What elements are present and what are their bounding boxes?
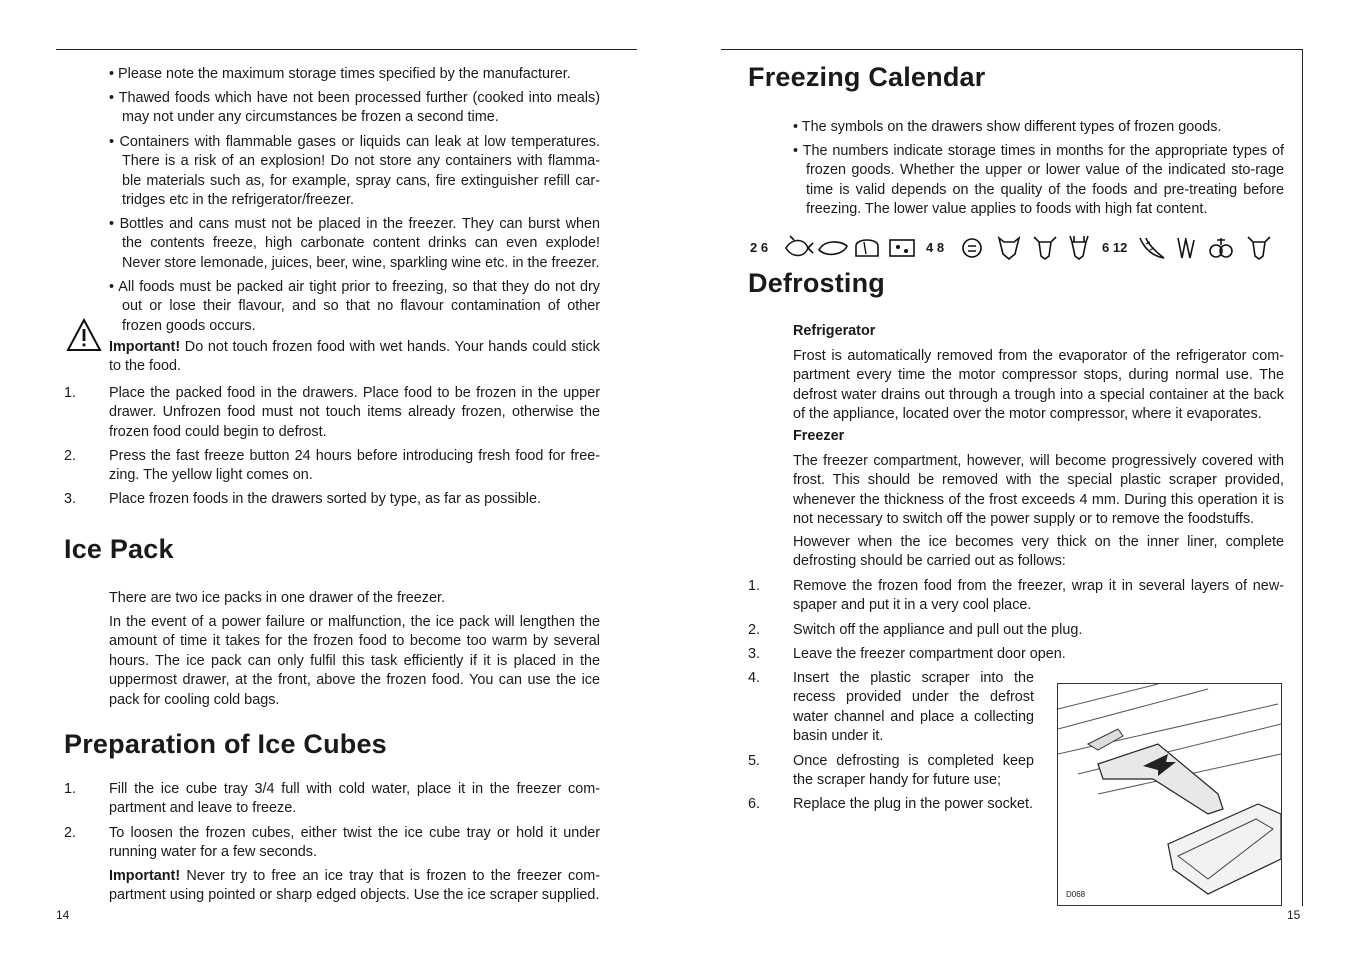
page-number-left: 14 bbox=[56, 908, 70, 922]
step-number: 2. bbox=[64, 448, 77, 464]
beef-icon bbox=[1246, 234, 1272, 262]
step-text: To loosen the frozen cubes, either twist the ice cube tray or hold it under running water for a few seconds. bbox=[109, 825, 600, 861]
bullet-flammable-containers: • Containers with flammable gases or liquids can leak at low temperatures. There is a risk of an explosion! Do not store any containers with flamma-ble materials such as, for example, spray cans, fire extinguisher refill car-tridges etc in the refrigerator/freezer. bbox=[109, 134, 600, 209]
freezing-calendar-heading: Freezing Calendar bbox=[748, 62, 986, 92]
step-text: Once defrosting is completed keep the scraper handy for future use; bbox=[793, 753, 1034, 789]
step-number: 3. bbox=[64, 491, 77, 507]
ice-pack-p2: In the event of a power failure or malfunction, the ice pack will lengthen the amount of time it takes for the frozen food to become too warm by several hours. The ice pack can only fulfil this task efficiently if it is placed in the uppermost drawer, at the front, above the frozen food. You can use the ice pack for cooling cold bags. bbox=[109, 614, 600, 708]
bullet-thawed-foods: • Thawed foods which have not been processed further (cooked into meals) may not under any circumstances be frozen a second time. bbox=[109, 90, 600, 126]
refrigerator-text: Frost is automatically removed from the evaporator of the refrigerator com-partment every time the motor compressor stops, during normal use. The defrost water drains out through a trough into a special container at the back of the appliance, located over the motor compressor, where it evaporates. bbox=[793, 348, 1284, 423]
step-text: Leave the freezer compartment door open. bbox=[793, 646, 1066, 662]
fish-icon bbox=[782, 234, 814, 262]
step-text: Press the fast freeze button 24 hours before introducing fresh food for free-zing. The yellow light comes on. bbox=[109, 448, 600, 484]
right-page-side-rule bbox=[1302, 49, 1303, 906]
freezer-heading: Freezer bbox=[793, 428, 845, 444]
step-number: 3. bbox=[748, 646, 761, 662]
important-label: Important! bbox=[109, 868, 181, 884]
warning-label: Important! bbox=[109, 339, 181, 355]
scraper-drawing bbox=[1058, 684, 1281, 905]
right-page-top-rule bbox=[721, 49, 1303, 50]
months-2-6: 2 6 bbox=[750, 240, 769, 255]
ice-pack-heading: Ice Pack bbox=[64, 534, 174, 564]
fruit-icon bbox=[1206, 234, 1236, 262]
figure-label: D068 bbox=[1066, 890, 1086, 899]
warning-body: Do not touch frozen food with wet hands. Your hands could stick to the food. bbox=[109, 339, 600, 375]
step-text: Remove the frozen food from the freezer, wrap it in several layers of new-spaper and put it in a very cool place. bbox=[793, 578, 1284, 614]
step-number: 2. bbox=[64, 825, 77, 841]
cake-icon bbox=[886, 234, 918, 262]
important-body: Never try to free an ice tray that is frozen to the freezer com-partment using pointed or sharp edged objects. Use the ice scraper supplied. bbox=[109, 868, 600, 904]
freezer-p2: However when the ice becomes very thick on the inner liner, complete defrosting should be carried out as follows: bbox=[793, 534, 1284, 570]
defrosting-heading: Defrosting bbox=[748, 268, 885, 298]
step-text: Place frozen foods in the drawers sorted by type, as far as possible. bbox=[109, 491, 541, 507]
scraper-illustration bbox=[1057, 683, 1282, 906]
sausage-icon bbox=[816, 234, 850, 262]
ice-cubes-important bbox=[109, 867, 600, 906]
step-number: 1. bbox=[64, 781, 77, 797]
step-number: 5. bbox=[748, 753, 761, 769]
bread-icon bbox=[852, 234, 882, 262]
warning-text bbox=[109, 338, 600, 377]
vegetables-icon bbox=[1172, 234, 1198, 262]
pig-icon bbox=[996, 234, 1022, 262]
ice-cubes-heading: Preparation of Ice Cubes bbox=[64, 729, 387, 759]
poultry-icon bbox=[958, 234, 986, 262]
warning-triangle-icon bbox=[66, 318, 102, 352]
months-4-8: 4 8 bbox=[926, 240, 945, 255]
step-text: Place the packed food in the drawers. Place food to be frozen in the upper drawer. Unfrozen food must not touch items already frozen, otherwise the frozen food could begin to defrost. bbox=[109, 385, 600, 440]
calendar-bullet-numbers: • The numbers indicate storage times in months for the appropriate types of frozen goods. Whether the upper or lower value of the indicated sto-rage time is valid depends on the quality of the foods and pre-treating before freezing. The lower value applies to foods with high fat content. bbox=[793, 143, 1284, 218]
step-number: 4. bbox=[748, 670, 761, 686]
bullet-airtight-packing: • All foods must be packed air tight prior to freezing, so that they do not dry out or lose their flavour, and so that no flavour contamination of other frozen goods occurs. bbox=[109, 279, 600, 334]
step-text: Insert the plastic scraper into the recess provided under the defrost water channel and place a collecting basin under it. bbox=[793, 670, 1034, 745]
deer-icon bbox=[1066, 234, 1092, 262]
left-page-top-rule bbox=[56, 49, 637, 50]
bullet-bottles-cans: • Bottles and cans must not be placed in the freezer. They can burst when the contents freeze, high carbonate content drinks can even explode! Never store lemonade, juices, beer, wine, sparkling wine etc. in the freezer. bbox=[109, 216, 600, 271]
step-number: 2. bbox=[748, 622, 761, 638]
ice-pack-p1: There are two ice packs in one drawer of the freezer. bbox=[109, 590, 445, 606]
cow-icon bbox=[1032, 234, 1058, 262]
step-number: 1. bbox=[64, 385, 77, 401]
shellfish-icon bbox=[1136, 234, 1166, 262]
months-6-12: 6 12 bbox=[1102, 240, 1128, 255]
step-text: Switch off the appliance and pull out the plug. bbox=[793, 622, 1083, 638]
bullet-storage-times: • Please note the maximum storage times specified by the manufacturer. bbox=[109, 66, 571, 82]
step-number: 6. bbox=[748, 796, 761, 812]
step-text: Replace the plug in the power socket. bbox=[793, 796, 1033, 812]
step-text: Fill the ice cube tray 3/4 full with cold water, place it in the freezer com-partment and leave to freeze. bbox=[109, 781, 600, 817]
page-number-right: 15 bbox=[1287, 908, 1301, 922]
step-number: 1. bbox=[748, 578, 761, 594]
calendar-bullet-symbols: • The symbols on the drawers show different types of frozen goods. bbox=[793, 119, 1222, 135]
freezer-p1: The freezer compartment, however, will become progressively covered with frost. This should be removed with the special plastic scraper provided, whenever the thickness of the frost exceeds 4 mm. During this operation it is not necessary to switch off the power supply or to remove the foodstuffs. bbox=[793, 453, 1284, 528]
refrigerator-heading: Refrigerator bbox=[793, 323, 876, 339]
